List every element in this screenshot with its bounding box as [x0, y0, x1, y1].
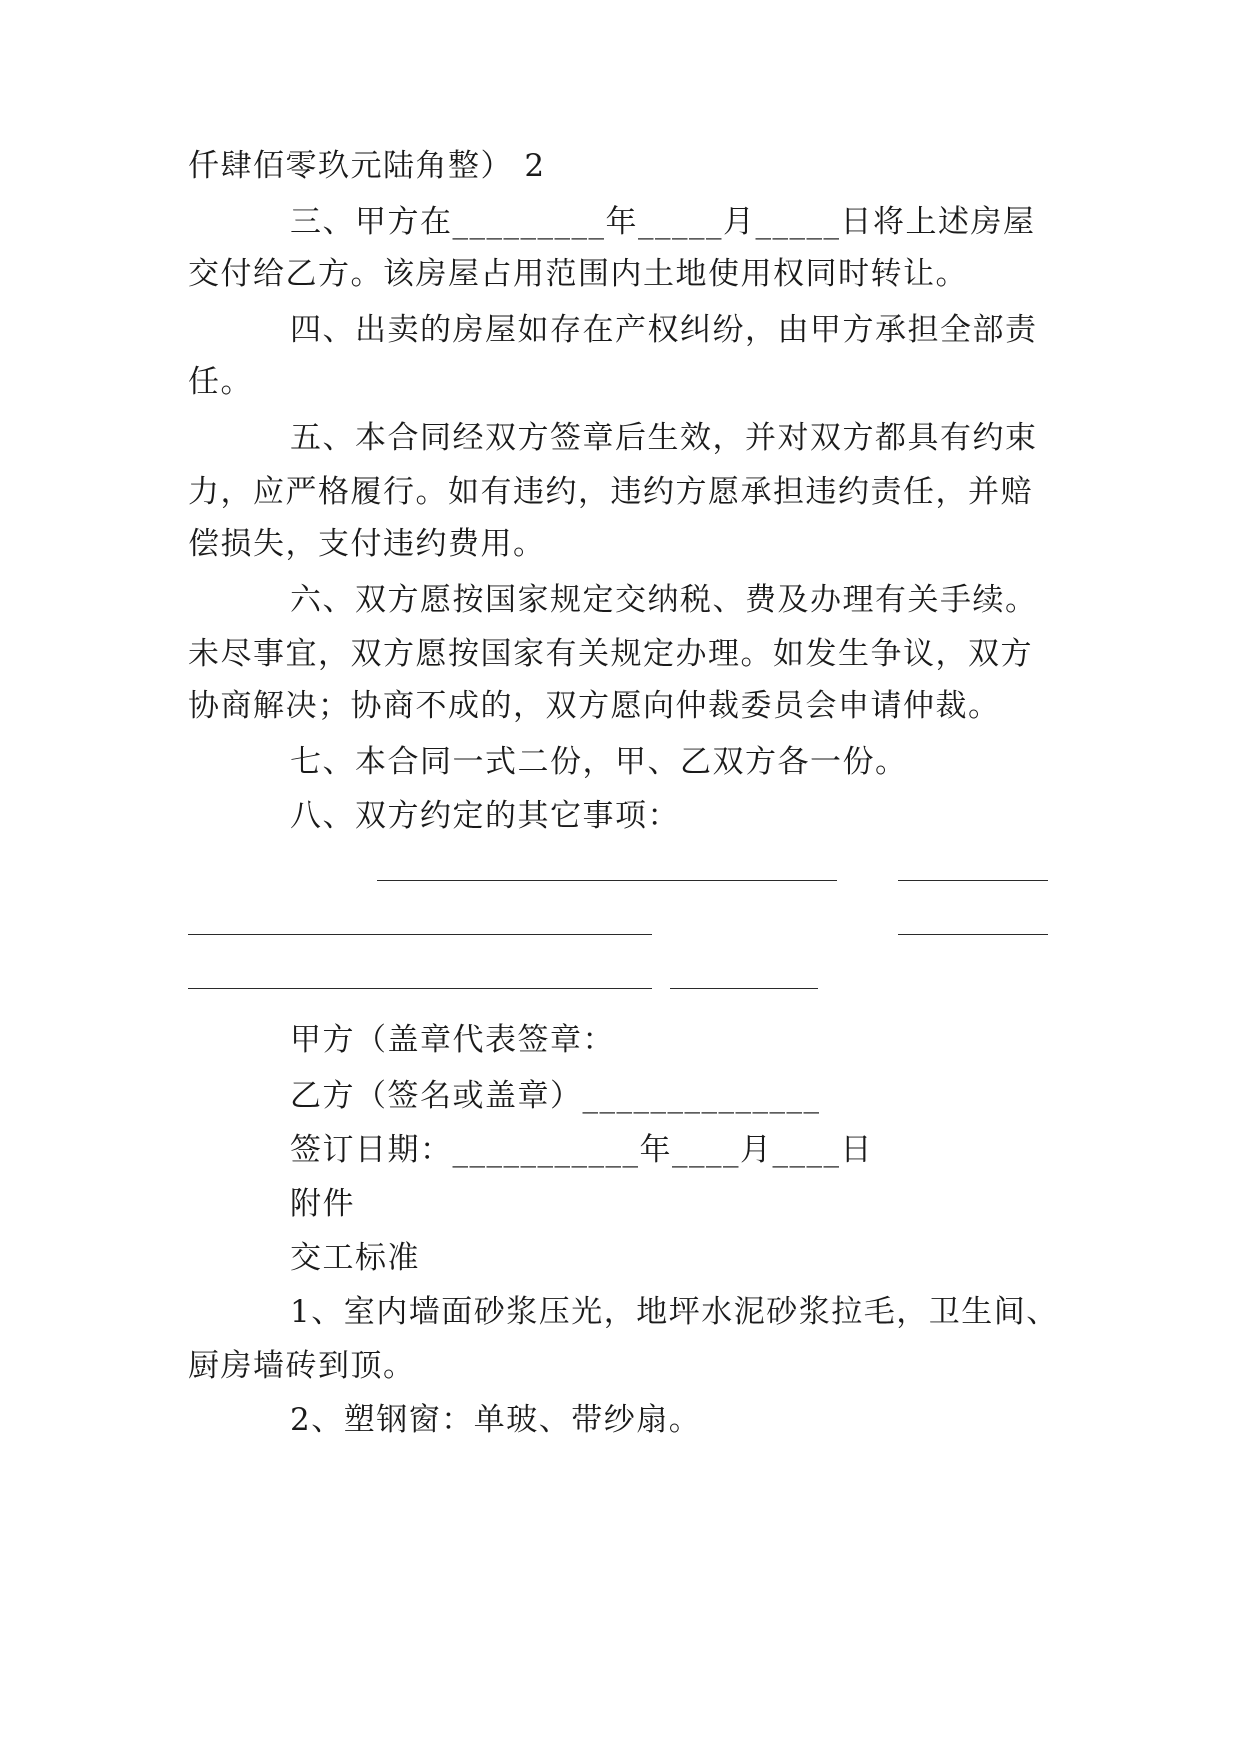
standard-item-1-line-1: 1、室内墙面砂浆压光，地坪水泥砂浆拉毛，卫生间、 [290, 1294, 1059, 1330]
blank-line-3b [670, 988, 818, 989]
clause-5-line-2: 力，应严格履行。如有违约，违约方愿承担违约责任，并赔 [188, 474, 1033, 510]
clause-4-line-2: 任。 [188, 364, 253, 400]
clause-4-line-1: 四、出卖的房屋如存在产权纠纷，由甲方承担全部责 [290, 312, 1038, 348]
party-b-signature: 乙方（签名或盖章）______________ [290, 1078, 821, 1114]
standard-item-2: 2、塑钢窗：单玻、带纱扇。 [290, 1402, 702, 1438]
clause-6-line-1: 六、双方愿按国家规定交纳税、费及办理有关手续。 [290, 582, 1038, 618]
party-a-signature: 甲方（盖章代表签章： [290, 1022, 615, 1058]
clause-6-line-3: 协商解决；协商不成的，双方愿向仲裁委员会申请仲裁。 [188, 688, 1001, 724]
clause-8: 八、双方约定的其它事项： [290, 798, 680, 834]
clause-3-line-1: 三、甲方在_________年_____月_____日将上述房屋 [290, 204, 1036, 240]
attachment-heading: 附件 [290, 1186, 355, 1222]
blank-line-2a [188, 934, 652, 935]
blank-line-2b [898, 934, 1048, 935]
clause-5-line-1: 五、本合同经双方签章后生效，并对双方都具有约束 [290, 420, 1038, 456]
signing-date: 签订日期：___________年____月____日 [290, 1132, 873, 1168]
clause-6-line-2: 未尽事宜，双方愿按国家有关规定办理。如发生争议，双方 [188, 636, 1033, 672]
standard-heading: 交工标准 [290, 1240, 420, 1276]
blank-line-3a [188, 988, 652, 989]
blank-line-1a [377, 880, 837, 881]
text-line-1: 仟肆佰零玖元陆角整） 2 [188, 148, 546, 184]
clause-7: 七、本合同一式二份，甲、乙双方各一份。 [290, 744, 908, 780]
blank-line-1b [898, 880, 1048, 881]
clause-5-line-3: 偿损失，支付违约费用。 [188, 526, 546, 562]
standard-item-1-line-2: 厨房墙砖到顶。 [188, 1348, 416, 1384]
clause-3-line-2: 交付给乙方。该房屋占用范围内土地使用权同时转让。 [188, 256, 968, 292]
